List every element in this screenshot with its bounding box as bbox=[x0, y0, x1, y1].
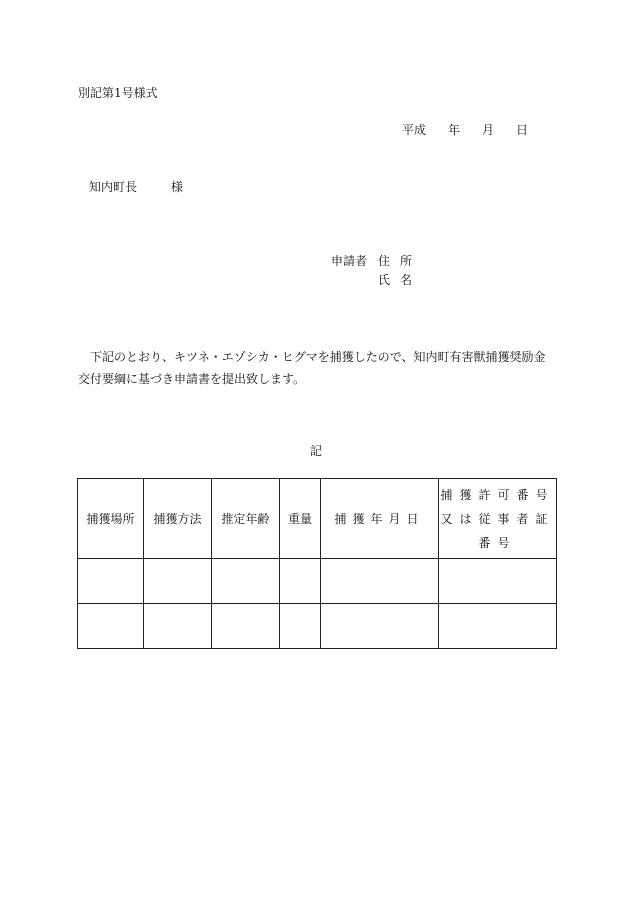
header-permit-number-line1: 捕獲許可番号 bbox=[440, 487, 555, 502]
table-cell[interactable] bbox=[280, 559, 321, 604]
header-permit-number-line2: 又は従事者証番号 bbox=[440, 511, 555, 550]
header-weight: 重量 bbox=[280, 479, 321, 559]
addressee-honorific: 様 bbox=[171, 180, 184, 194]
addressee bbox=[89, 180, 183, 194]
table-cell[interactable] bbox=[212, 559, 280, 604]
table-row bbox=[78, 559, 557, 604]
date-year: 年 bbox=[448, 123, 461, 137]
record-heading: 記 bbox=[310, 444, 323, 458]
table-cell[interactable] bbox=[144, 604, 212, 649]
table-cell[interactable] bbox=[212, 604, 280, 649]
header-capture-method: 捕獲方法 bbox=[144, 479, 212, 559]
table-row bbox=[78, 604, 557, 649]
form-number-label: 別記第1号様式 bbox=[78, 86, 158, 100]
header-capture-location: 捕獲場所 bbox=[78, 479, 144, 559]
addressee-title: 知内町長 bbox=[89, 180, 138, 194]
table-cell[interactable] bbox=[439, 559, 557, 604]
date-era: 平成 bbox=[402, 123, 427, 137]
table-cell[interactable] bbox=[78, 604, 144, 649]
table-cell[interactable] bbox=[280, 604, 321, 649]
header-estimated-age: 推定年齢 bbox=[212, 479, 280, 559]
header-capture-date: 捕獲年月日 bbox=[321, 479, 439, 559]
capture-record-table bbox=[77, 478, 557, 649]
table-cell[interactable] bbox=[144, 559, 212, 604]
address-label: 住所 bbox=[378, 254, 423, 268]
name-label: 氏名 bbox=[378, 273, 423, 287]
date-month: 月 bbox=[482, 123, 495, 137]
table-cell[interactable] bbox=[78, 559, 144, 604]
applicant-label: 申請者 bbox=[331, 254, 368, 268]
header-permit-number bbox=[439, 479, 557, 559]
table-header-row bbox=[78, 479, 557, 559]
date-line bbox=[402, 123, 528, 137]
table-cell[interactable] bbox=[321, 604, 439, 649]
application-statement: 下記のとおり、キツネ・エゾシカ・ヒグマを捕獲したので、知内町有害獣捕獲奨励金交付要綱に基づき申請書を提出致します。 bbox=[78, 350, 546, 386]
date-day: 日 bbox=[516, 123, 529, 137]
table-cell[interactable] bbox=[321, 559, 439, 604]
table-cell[interactable] bbox=[439, 604, 557, 649]
